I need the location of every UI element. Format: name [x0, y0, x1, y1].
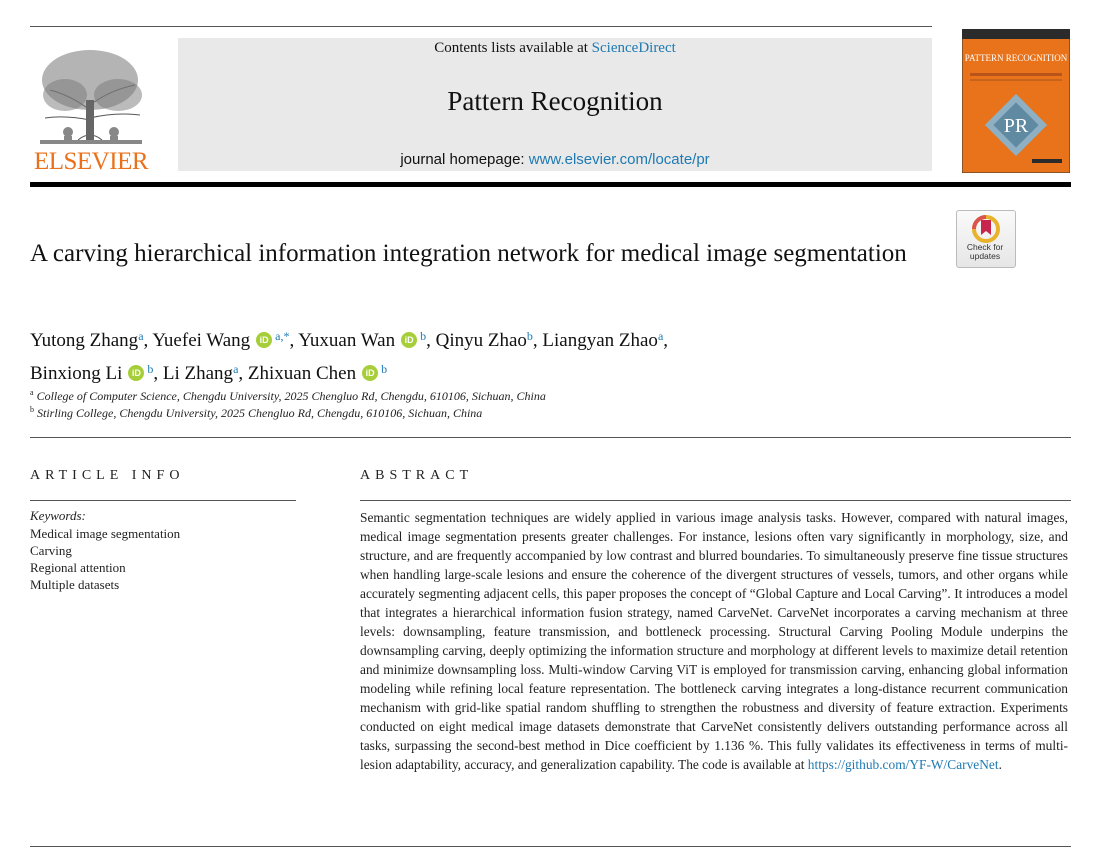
homepage-line: [178, 151, 932, 168]
cover-title-line1: PATTERN RECOGNITION: [964, 53, 1068, 63]
cover-pr-logo: PR: [1003, 115, 1029, 137]
author[interactable]: Liangyan Zhao$^a$,: [542, 329, 669, 351]
author[interactable]: Li Zhang$^a$,: [162, 362, 248, 384]
abstract-body: Semantic segmentation techniques are widely applied in various image analysis tasks. However, compared with natural images, medical image segmentation presents greater challenges. For instance, lesions often vary significantly in morphology, size, and structure, and are frequently accompanied by low contrast and blurred boundaries. To simultaneously preserve fine tissue structures when handling large-scale lesions and ensure the coherence of the divergent structures of vessels, tumors, and other organs while accurately segmenting adjacent cells, this paper proposes the concept of “Global Capture and Local Carving”. It introduces a model that integrates a hierarchical information fusion strategy, named CarveNet. CarveNet incorporates a carving mechanism at three levels: downsampling, feature transmission, and bottleneck processing. Structural Carving Pooling Module underpins the downsampling carving, deeply optimizing the information structure and morphology at different levels to maximize detail retention and minimize downsampling loss. Multi-window Carving ViT is employed for transmission carving, enhancing global information modeling while refining local feature representation. The bottleneck carving integrates a long-distance recurrent communication mechanism with grid-like spatial random shuffling to strengthen the robustness and diversity of feature extraction. Experiments conducted on eight medical image datasets demonstrate that CarveNet consistently delivers outstanding performance across all tasks, surpassing the second-best method in Dice coefficient by 1.136 %. This fully validates its effectiveness in terms of multi-lesion adaptability, accuracy, and generalization capability. The code is available at https://github.com/YF-W/CarveNet.: [360, 510, 1068, 772]
check-updates-line2: updates: [969, 251, 1001, 261]
header-thick-rule: [30, 182, 1071, 187]
keyword: Multiple datasets: [30, 577, 120, 592]
homepage-prefix: journal homepage:: [400, 151, 529, 168]
author[interactable]: Qinyu Zhao$^b$,: [435, 329, 543, 351]
journal-name: Pattern Recognition: [447, 86, 663, 116]
affiliation-rule: [30, 437, 1071, 438]
author-list: [30, 322, 930, 388]
contents-prefix: Contents lists available at: [434, 40, 592, 56]
orcid-icon[interactable]: iD: [401, 332, 417, 348]
check-updates-icon: [957, 211, 1015, 245]
author[interactable]: Binxiong Li iD $^b$,: [30, 362, 163, 384]
affiliation-b: $^b$ Stirling College, Chengdu University, 2025 Chengluo Rd, Chengdu, 610106, Sichuan, China: [30, 405, 483, 420]
keywords-label: Keywords:: [30, 508, 86, 523]
abstract-text: Semantic segmentation techniques are widely applied in various image analysis tasks. However, compared with natural images, medical image segmentation presents greater challenges. For instance, lesions often vary significantly in morphology, size, and structure, and are frequently accompanied by low contrast and blurred boundaries. To simultaneously preserve fine tissue structures when handling large-scale lesions and ensure the coherence of the divergent structures of vessels, tumors, and other organs while accurately segmenting adjacent cells, this paper proposes the concept of “Global Capture and Local Carving”. It introduces a model that integrates a hierarchical information fusion strategy, named CarveNet. CarveNet incorporates a carving mechanism at three levels: downsampling, feature transmission, and bottleneck processing. Structural Carving Pooling Module underpins the downsampling carving, deeply optimizing the information structure and morphology at different levels to maximize detail retention and minimize downsampling loss. Multi-window Carving ViT is employed for transmission carving, enhancing global information modeling while refining local feature representation. The bottleneck carving integrates a long-distance recurrent communication mechanism with grid-like spatial random shuffling to strengthen the robustness and diversity of feature extraction. Experiments conducted on eight medical image datasets demonstrate that CarveNet consistently delivers outstanding performance across all tasks, surpassing the second-best method in Dice coefficient by 1.136 %. This fully validates its effectiveness in terms of multi-lesion adaptability, accuracy, and generalization capability. The code is available at: [360, 510, 1068, 772]
orcid-icon[interactable]: iD: [362, 365, 378, 381]
keywords-list: [30, 525, 180, 593]
article-info-rule: [30, 500, 296, 501]
orcid-icon[interactable]: iD: [256, 332, 272, 348]
keyword: Carving: [30, 543, 72, 558]
contents-line: [178, 40, 932, 57]
author[interactable]: Yutong Zhang$^a$,: [30, 329, 153, 351]
affiliation-a: $^a$ College of Computer Science, Chengdu University, 2025 Chengluo Rd, Chengdu, 610106, Sichuan, China: [30, 388, 546, 403]
orcid-icon[interactable]: iD: [128, 365, 144, 381]
keyword: Medical image segmentation: [30, 526, 181, 541]
check-updates-line1: Check for: [966, 242, 1004, 252]
elsevier-wordmark: ELSEVIER: [33, 148, 149, 175]
author[interactable]: Zhixuan Chen iD $^b$: [247, 362, 388, 384]
code-link[interactable]: https://github.com/YF-W/CarveNet: [807, 757, 999, 772]
journal-cover-image[interactable]: [962, 29, 1070, 173]
author[interactable]: Yuefei Wang iD $^{a,*}$,: [152, 329, 299, 351]
top-rule: [30, 26, 932, 27]
keyword: Regional attention: [30, 560, 126, 575]
sciencedirect-link[interactable]: ScienceDirect: [591, 40, 676, 56]
abstract-heading: ABSTRACT: [360, 468, 474, 483]
homepage-link[interactable]: www.elsevier.com/locate/pr: [528, 151, 710, 168]
article-title: A carving hierarchical information integration network for medical image segmentation: [30, 240, 907, 267]
author[interactable]: Yuxuan Wan iD $^b$,: [298, 329, 436, 351]
check-updates-label: [956, 243, 1014, 261]
abstract-rule: [360, 500, 1071, 501]
article-info-heading: ARTICLE INFO: [30, 468, 185, 483]
bottom-rule: [30, 846, 1071, 847]
